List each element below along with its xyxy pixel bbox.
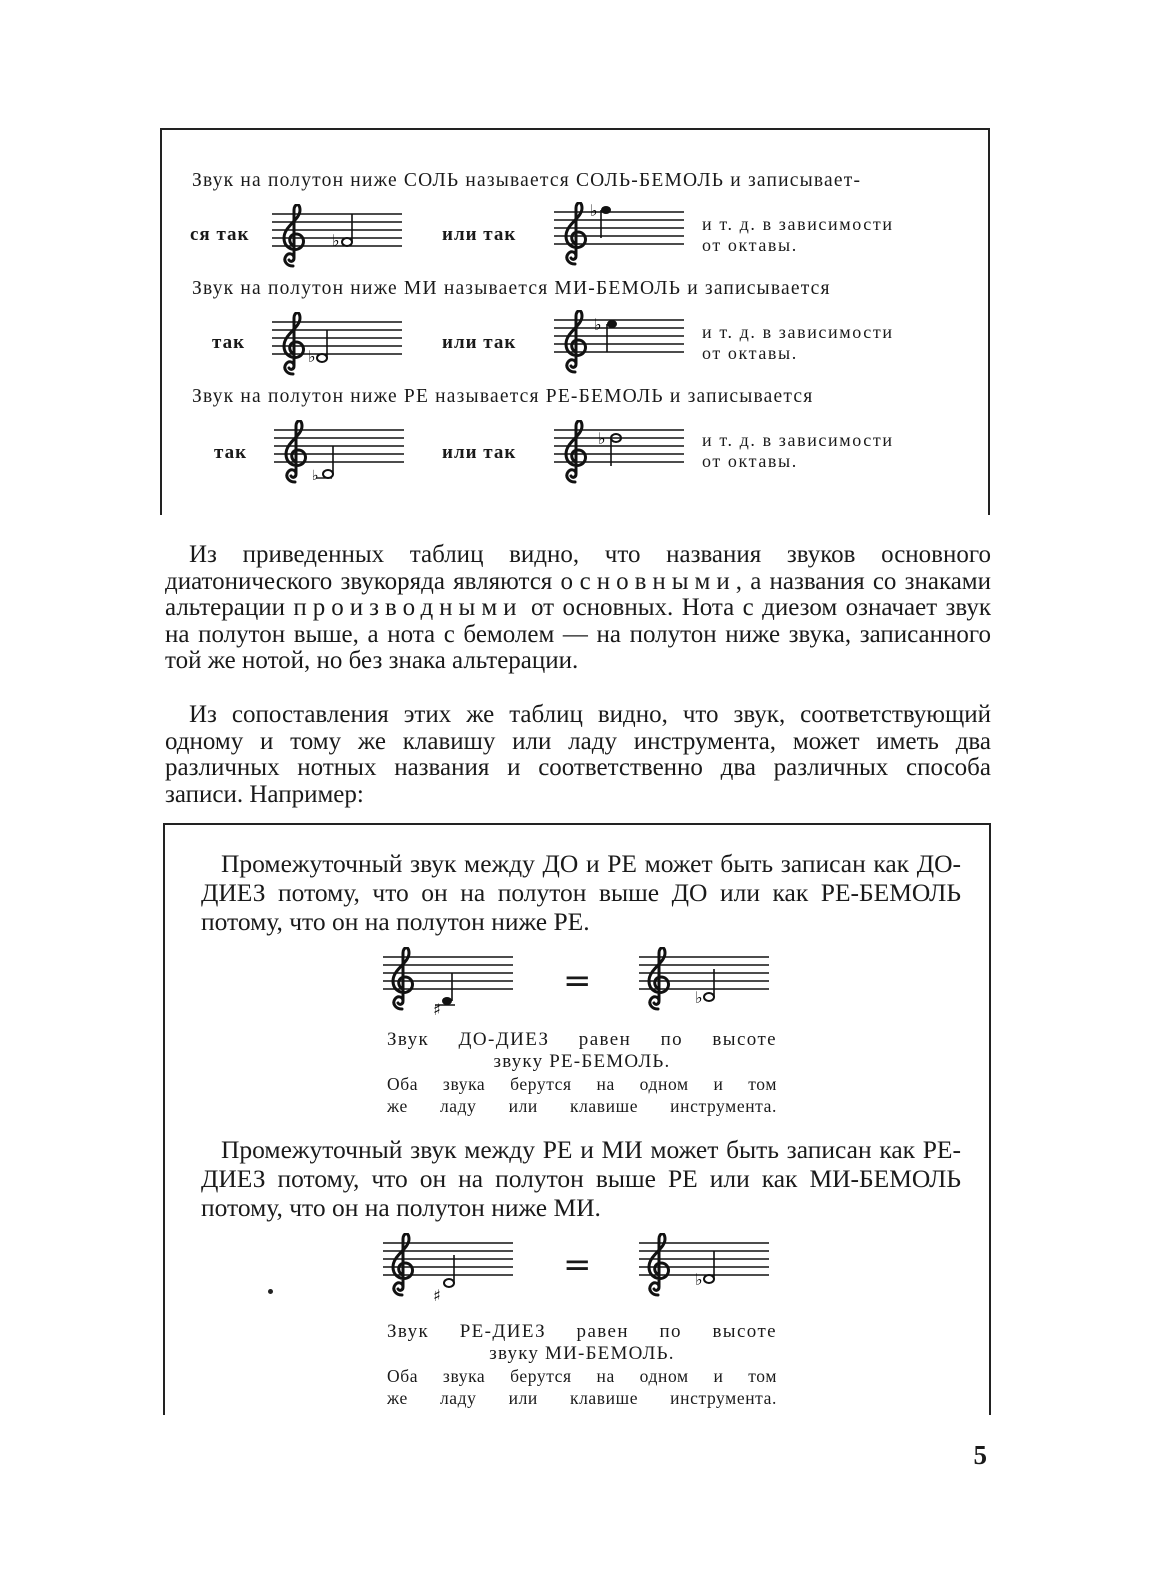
- notation-row-mi-flat: [162, 308, 988, 378]
- caption-d-sharp: Звук РЕ-ДИЕЗ равен по высоте звуку МИ-БЕМОЛЬ. Оба звука берутся на одном и том же ладу или клавише инструмента.: [387, 1321, 777, 1408]
- paragraph-2: Из сопоставления этих же таблиц видно, что звук, соответствующий одному и тому же клавишу или ладу инструмента, может иметь два различных нотных названия и соответственно два различных способа записи. Например:: [165, 701, 991, 808]
- rule-re-flat: Звук на полутон ниже РЕ называется РЕ-БЕМОЛЬ и записывается: [192, 386, 814, 407]
- svg-text:♭: ♭: [312, 468, 319, 484]
- staff-d-sharp: [383, 1233, 515, 1305]
- caption-c-sharp: Звук ДО-ДИЕЗ равен по высоте звуку РЕ-БЕМОЛЬ. Оба звука берутся на одном и том же ладу или клавише инструмента.: [387, 1029, 777, 1116]
- staff-mi-flat-high: [554, 310, 684, 374]
- rule-mi-flat: Звук на полутон ниже МИ называется МИ-БЕМОЛЬ и записывается: [192, 278, 831, 299]
- paragraph-1: Из приведенных таблиц видно, что названия звуков основного диатонического звукоряда являются основными, а названия со знаками альтерации производными от основных. Нота с диезом означает звук на полутон выше, а нота с бемолем — на полутон ниже звука, записанного той же нотой, но без знака альтерации.: [165, 541, 992, 675]
- example-text-d-sharp: Промежуточный звук между РЕ и МИ может быть записан как РЕ-ДИЕЗ потому, что он на полутон выше РЕ или как МИ-БЕМОЛЬ потому, что он на полутон ниже МИ.: [201, 1135, 961, 1222]
- staff-re-flat-high: [554, 420, 684, 484]
- octave-note-line1: и т. д. в зависимости: [702, 430, 894, 450]
- octave-note-line1: и т. д. в зависимости: [702, 214, 894, 234]
- octave-note-line2: от октавы.: [702, 451, 798, 471]
- row-label-mid: или так: [442, 442, 517, 463]
- octave-note-line2: от октавы.: [702, 343, 798, 363]
- svg-text:♭: ♭: [332, 231, 340, 250]
- svg-text:♭: ♭: [308, 347, 316, 366]
- example-text-c-sharp: Промежуточный звук между ДО и РЕ может быть записан как ДО-ДИЕЗ потому, что он на полутон выше ДО или как РЕ-БЕМОЛЬ потому, что он на полутон ниже РЕ.: [201, 849, 961, 936]
- row-label-mid: или так: [442, 224, 517, 245]
- svg-text:♭: ♭: [594, 315, 602, 334]
- staff-re-flat-low: [274, 420, 404, 484]
- svg-text:♯: ♯: [433, 1286, 441, 1305]
- svg-text:♭: ♭: [590, 202, 598, 220]
- svg-text:♯: ♯: [433, 1000, 441, 1019]
- octave-note-line1: и т. д. в зависимости: [702, 322, 894, 342]
- staff-sol-flat-high: [554, 202, 684, 266]
- staff-sol-flat-low: [272, 204, 402, 268]
- svg-text:♭: ♭: [695, 1270, 703, 1289]
- staff-d-flat: [639, 947, 771, 1019]
- row-label-left: так: [214, 442, 248, 463]
- staff-c-sharp: [383, 947, 515, 1019]
- equals-sign: =: [563, 1245, 592, 1285]
- row-label-left: так: [212, 332, 246, 353]
- octave-note-line2: от октавы.: [702, 235, 798, 255]
- row-label-mid: или так: [442, 332, 517, 353]
- staff-mi-flat-low: [272, 312, 402, 376]
- row-label-left: ся так: [190, 224, 250, 245]
- svg-text:♭: ♭: [695, 988, 703, 1007]
- staff-e-flat: [639, 1233, 771, 1305]
- page-number: 5: [973, 1440, 987, 1470]
- flat-notation-table: [160, 128, 990, 515]
- notation-row-re-flat: [162, 416, 988, 486]
- rule-sol-flat: Звук на полутон ниже СОЛЬ называется СОЛЬ-БЕМОЛЬ и записывает-: [192, 170, 862, 191]
- svg-text:♭: ♭: [598, 429, 606, 448]
- notation-row-sol-flat: [162, 200, 988, 270]
- equals-sign: =: [563, 961, 592, 1001]
- print-speck: [268, 1289, 273, 1294]
- enharmonic-examples-box: [163, 823, 991, 1415]
